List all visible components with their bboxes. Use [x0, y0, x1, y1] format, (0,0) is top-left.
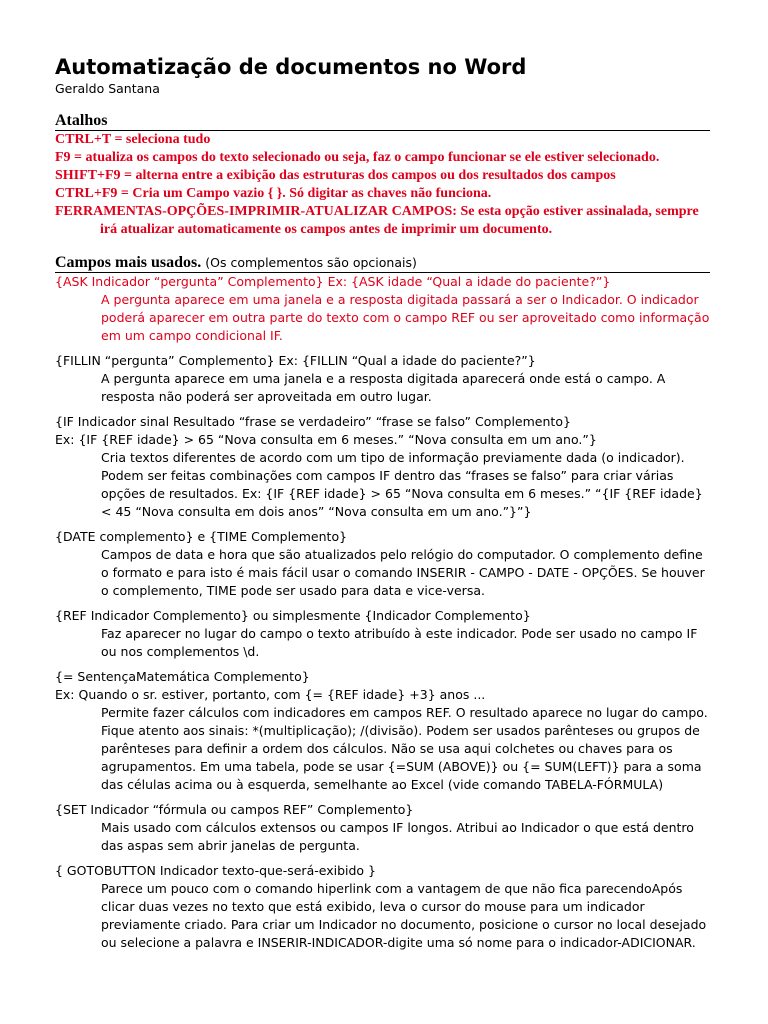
shortcut-line: FERRAMENTAS-OPÇÕES-IMPRIMIR-ATUALIZAR CAMPOS: Se esta opção estiver assinalada, sempre irá atualizar automaticamente os campos antes de imprimir um documento.: [55, 204, 699, 237]
field-entry-formula: [55, 668, 710, 794]
field-description: Faz aparecer no lugar do campo o texto atribuído à este indicador. Pode ser usado no campo IF ou nos complementos \d.: [101, 626, 698, 659]
field-description: Parece um pouco com o comando hiperlink com a vantagem de que não fica parecendoApós clicar duas vezes no texto que está exibido, leva o cursor do mouse para um indicador previamente criado. Para criar um Indicador no documento, posicione o cursor no local desejado ou selecione a palavra e INSERIR-INDICADOR-digite uma só nome para o indicador-ADICIONAR.: [101, 881, 707, 950]
field-syntax: { GOTOBUTTON Indicador texto-que-será-exibido }: [55, 863, 376, 878]
field-description: A pergunta aparece em uma janela e a resposta digitada aparecerá onde está o campo. A resposta não poderá ser aproveitada em outro lugar.: [101, 371, 666, 404]
field-syntax: {ASK Indicador “pergunta” Complemento} Ex: {ASK idade “Qual a idade do paciente?”}: [55, 274, 611, 289]
field-entry-date-time: [55, 528, 710, 600]
field-description: Mais usado com cálculos extensos ou campos IF longos. Atribui ao Indicador o que está dentro das aspas sem abrir janelas de pergunta.: [101, 820, 694, 853]
field-example: Ex: {IF {REF idade} > 65 “Nova consulta em 6 meses.” “Nova consulta em um ano.”}: [55, 432, 597, 447]
shortcut-line: F9 = atualiza os campos do texto selecionado ou seja, faz o campo funcionar se ele estiver selecionado.: [55, 150, 660, 165]
field-entry-if: [55, 413, 710, 521]
field-syntax: {= SentençaMatemática Complemento}: [55, 669, 310, 684]
campos-heading-text: Campos mais usados.: [55, 254, 202, 271]
field-syntax: {REF Indicador Complemento} ou simplesmente {Indicador Complemento}: [55, 608, 531, 623]
field-description: A pergunta aparece em uma janela e a resposta digitada passará a ser o Indicador. O indicador poderá aparecer em outra parte do texto com o campo REF ou ser aproveitado como informação em um campo condicional IF.: [101, 292, 710, 343]
field-syntax: {IF Indicador sinal Resultado “frase se verdadeiro” “frase se falso” Complemento}: [55, 414, 571, 429]
section-heading-campos: [55, 253, 710, 273]
field-example: Ex: Quando o sr. estiver, portanto, com {= {REF idade} +3} anos ...: [55, 687, 486, 702]
atalhos-heading-text: Atalhos: [55, 112, 108, 129]
shortcut-line: CTRL+F9 = Cria um Campo vazio { }. Só digitar as chaves não funciona.: [55, 186, 492, 201]
shortcut-line: SHIFT+F9 = alterna entre a exibição das estruturas dos campos ou dos resultados dos campos: [55, 168, 616, 183]
shortcut-line: CTRL+T = seleciona tudo: [55, 132, 211, 147]
document-author: Geraldo Santana: [55, 81, 160, 96]
field-description: Permite fazer cálculos com indicadores em campos REF. O resultado aparece no lugar do campo. Fique atento aos sinais: *(multiplicação); /(divisão). Podem ser usados parênteses ou grupos de parênteses para definir a ordem dos cálculos. Não se usa aqui colchetes ou chaves para os agrupamentos. Em uma tabela, pode se usar {=SUM (ABOVE)} ou {= SUM(LEFT)} para a soma das células acima ou à esquerda, semelhante ao Excel (vide comando TABELA-FÓRMULA): [101, 705, 708, 792]
field-entry-gotobutton: [55, 862, 710, 952]
document-title: Automatização de documentos no Word: [55, 55, 527, 79]
field-entry-ask: [55, 273, 710, 345]
campos-heading-note: (Os complementos são opcionais): [201, 255, 417, 270]
field-syntax: {SET Indicador “fórmula ou campos REF” Complemento}: [55, 802, 414, 817]
section-heading-atalhos: [55, 111, 710, 131]
field-entry-ref: [55, 607, 710, 661]
shortcut-list: [55, 131, 710, 239]
field-description: Cria textos diferentes de acordo com um tipo de informação previamente dada (o indicador). Podem ser feitas combinações com campos IF dentro das “frases se falso” para criar várias opções de resultados. Ex: {IF {REF idade} > 65 “Nova consulta em 6 meses.” “{IF {REF idade} < 45 “Nova consulta em dois anos” “Nova consulta em um ano.”}”}: [101, 450, 703, 519]
field-entry-fillin: [55, 352, 710, 406]
field-syntax: {DATE complemento} e {TIME Complemento}: [55, 529, 348, 544]
field-description: Campos de data e hora que são atualizados pelo relógio do computador. O complemento define o formato e para isto é mais fácil usar o comando INSERIR - CAMPO - DATE - OPÇÕES. Se houver o complemento, TIME pode ser usado para data e vice-versa.: [101, 547, 705, 598]
field-syntax: {FILLIN “pergunta” Complemento} Ex: {FILLIN “Qual a idade do paciente?”}: [55, 353, 536, 368]
field-list: [55, 273, 710, 952]
field-entry-set: [55, 801, 710, 855]
